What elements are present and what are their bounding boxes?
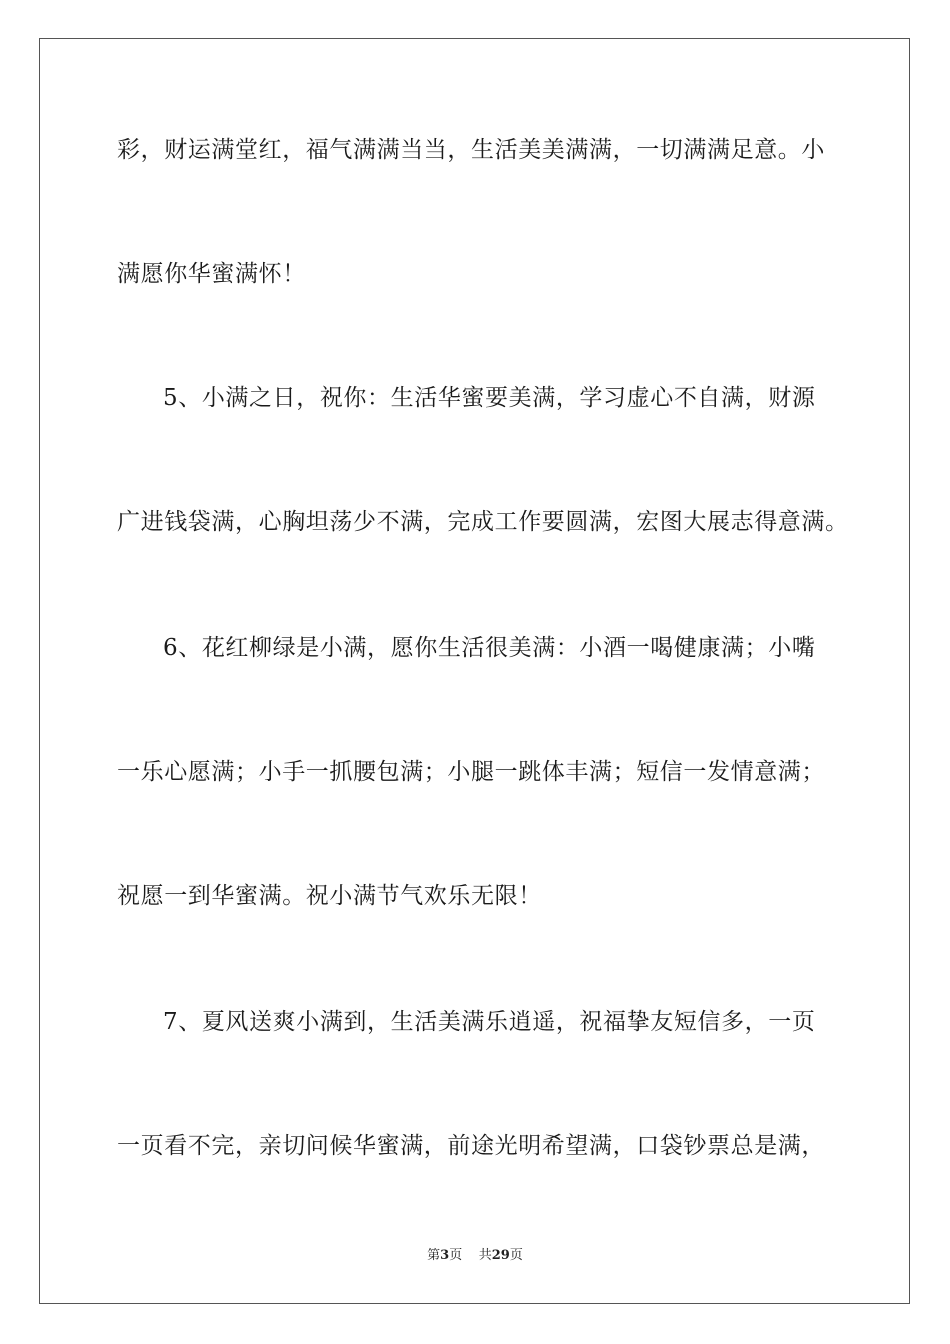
text-line-2: 满愿你华蜜满怀！	[117, 261, 306, 287]
text-line-3: 5、小满之日，祝你：生活华蜜要美满，学习虚心不自满，财源	[163, 385, 816, 411]
text-line-1: 彩，财运满堂红，福气满满当当，生活美美满满，一切满满足意。小	[117, 137, 825, 163]
page-footer	[0, 1247, 950, 1265]
footer-current-page: 3	[440, 1248, 450, 1263]
text-line-7: 祝愿一到华蜜满。祝小满节气欢乐无限！	[117, 883, 542, 909]
text-line-4: 广进钱袋满，心胸坦荡少不满，完成工作要圆满，宏图大展志得意满。	[117, 509, 849, 535]
text-line-9: 一页看不完，亲切问候华蜜满，前途光明希望满，口袋钞票总是满，	[117, 1133, 825, 1159]
footer-total-pages: 29	[491, 1248, 510, 1263]
text-line-8: 7、夏风送爽小满到，生活美满乐逍遥，祝福挚友短信多，一页	[163, 1009, 816, 1035]
footer-total-prefix: 共	[478, 1248, 492, 1263]
footer-prefix: 第	[427, 1248, 441, 1263]
text-line-5: 6、花红柳绿是小满，愿你生活很美满：小酒一喝健康满；小嘴	[163, 635, 816, 661]
page-border	[39, 38, 910, 1304]
footer-page-suffix: 页	[449, 1248, 463, 1263]
text-line-6: 一乐心愿满；小手一抓腰包满；小腿一跳体丰满；短信一发情意满；	[117, 759, 825, 785]
footer-total-suffix: 页	[509, 1248, 523, 1263]
